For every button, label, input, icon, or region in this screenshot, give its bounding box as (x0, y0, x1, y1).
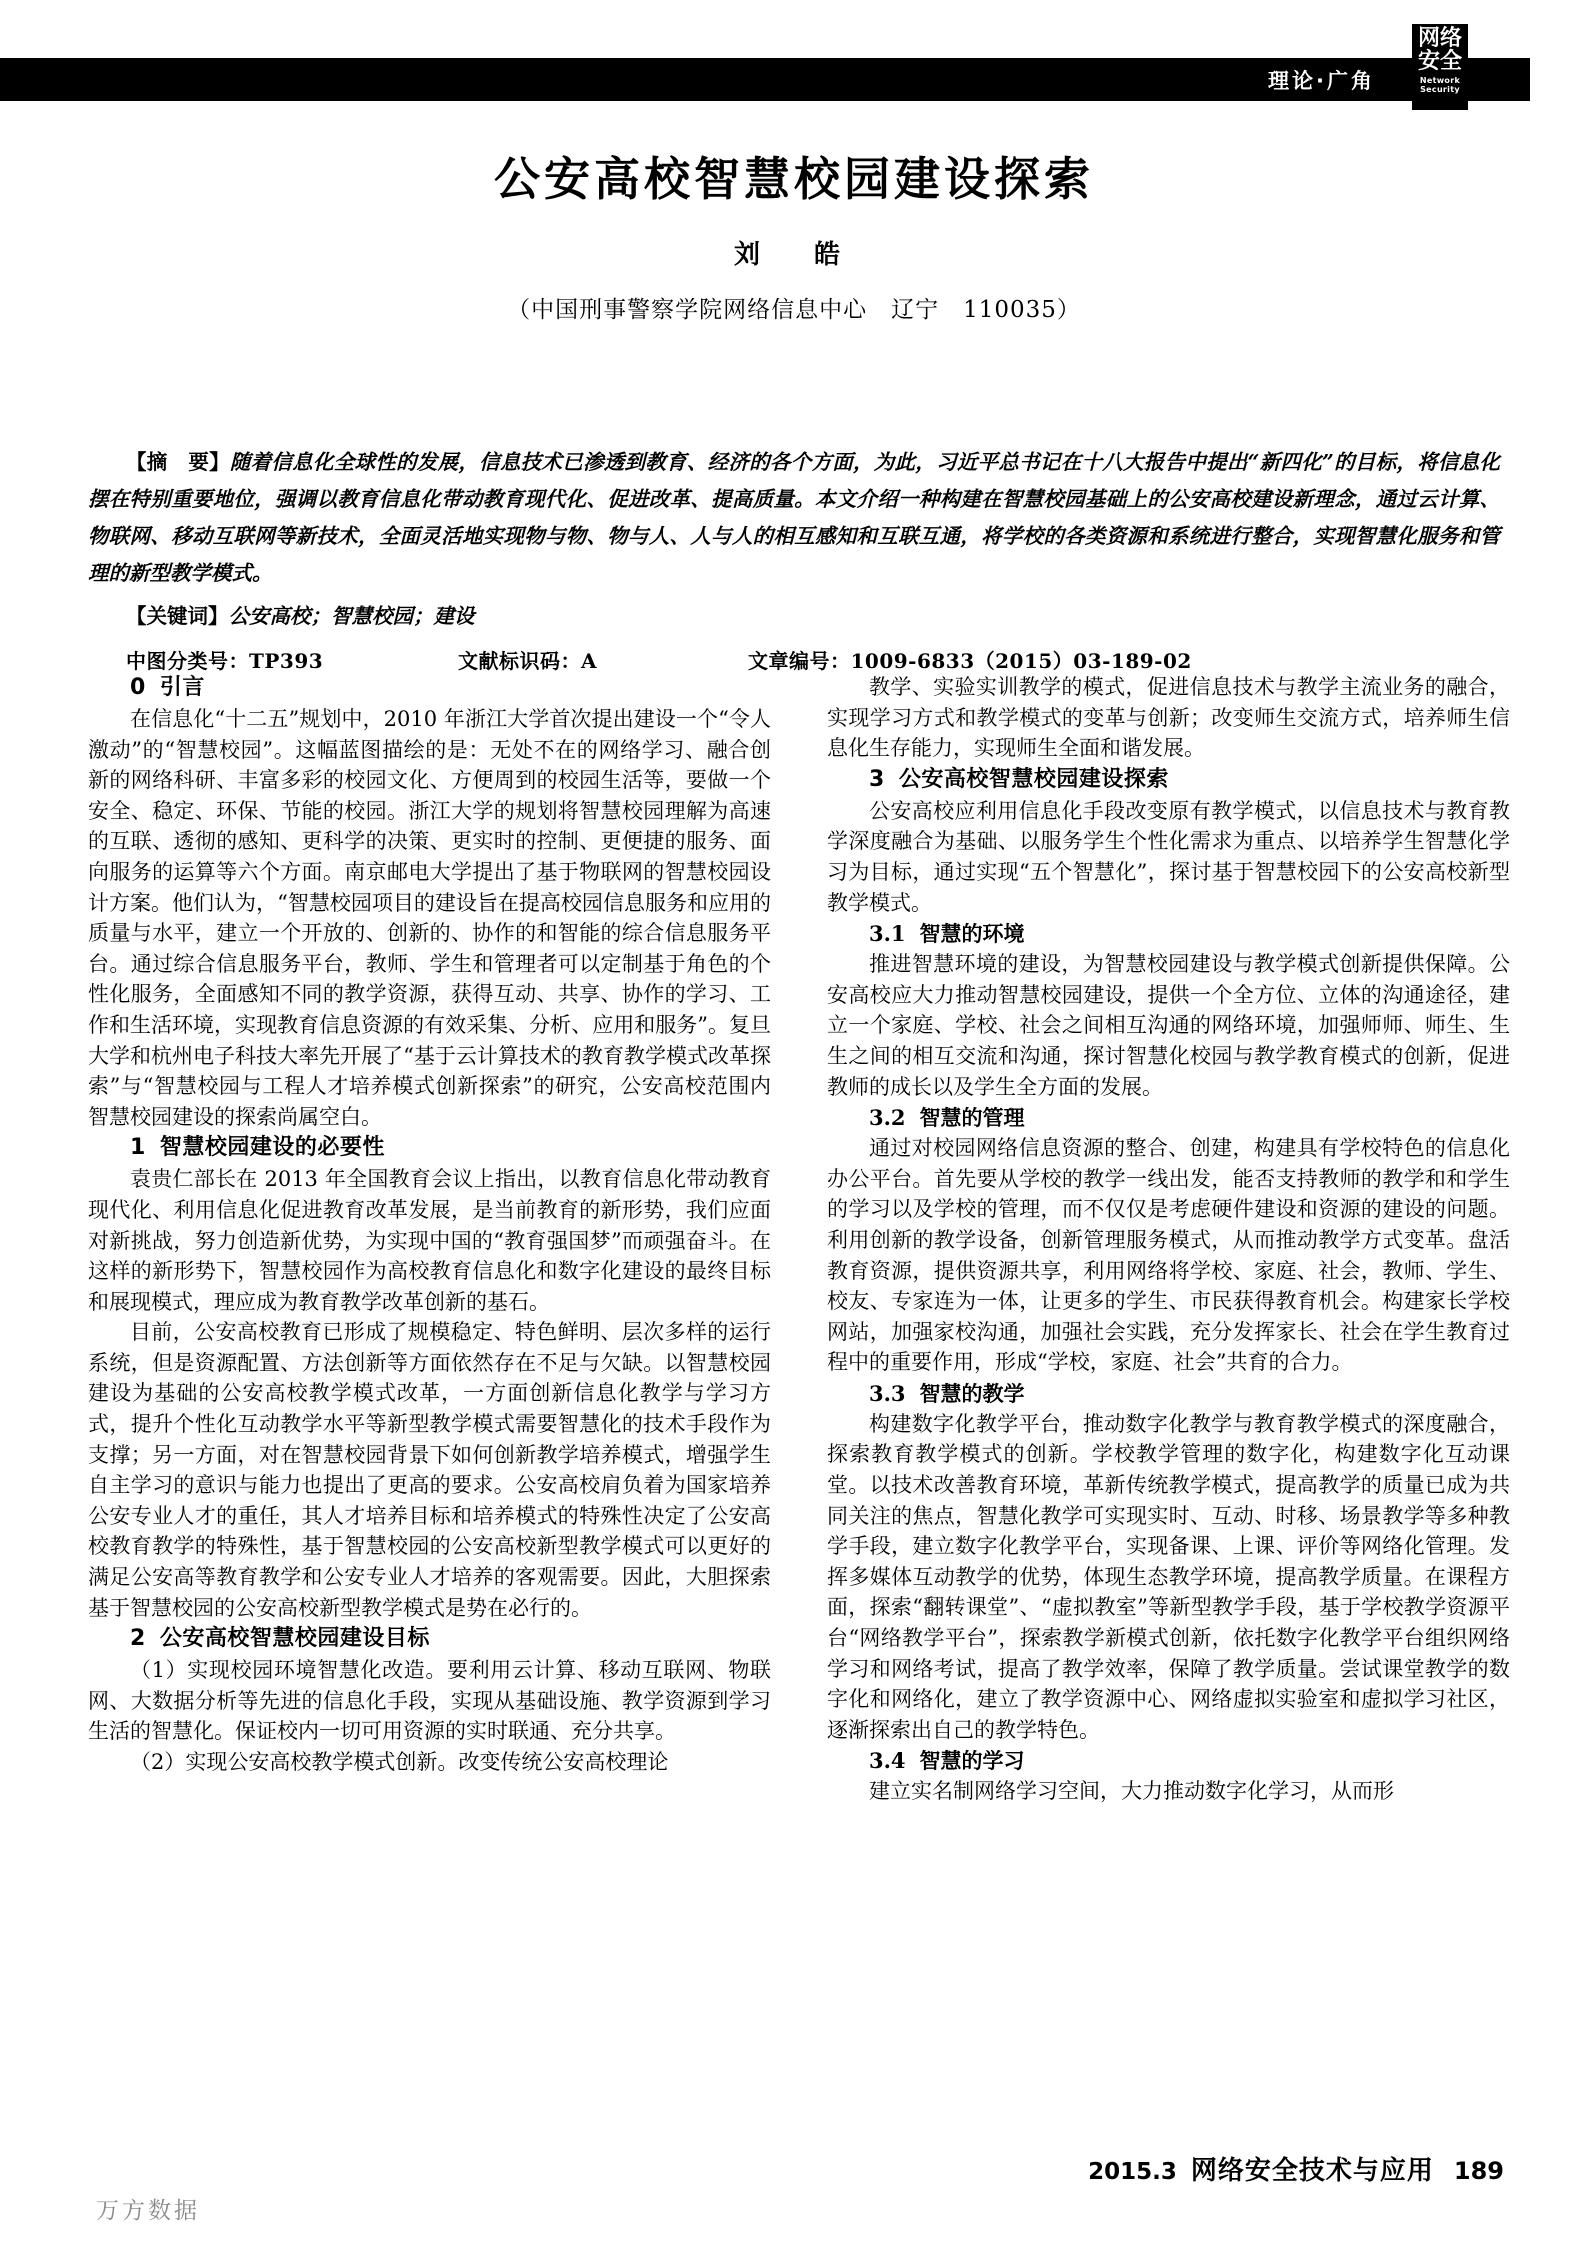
subsection-heading-3-4 (827, 1745, 1510, 1776)
journal-name-label: 网络安全技术与应用 (1190, 2156, 1434, 2186)
subsection-heading-3-1 (827, 918, 1510, 949)
paragraph: （2）实现公安高校教学模式创新。改变传统公安高校理论 (130, 1750, 669, 1774)
subsection-number-3-1: 3.1 (869, 921, 906, 947)
subsection-number-3-2: 3.2 (869, 1105, 906, 1131)
document-code-label: 文献标识码： (458, 649, 581, 673)
page-title: 公安高校智慧校园建设探索 (494, 152, 1094, 206)
section-title-1: 智慧校园建设的必要性 (159, 1135, 385, 1161)
paragraph: 推进智慧环境的建设，为智慧校园建设与教学模式创新提供保障。公安高校应大力推动智慧校园建设，提供一个全方位、立体的沟通途径，建立一个家庭、学校、社会之间相互沟通的网络环境，加强师师、师生、生生之间的相互交流和沟通，探讨智慧化校园与教学教育模式的创新，促进教师的成长以及学生全方面的发展。 (827, 952, 1510, 1099)
subsection-title-3-4: 智慧的学习 (919, 1748, 1025, 1774)
running-head-label: 理论·广角 (1268, 68, 1375, 93)
wanfang-watermark: 万方数据 (96, 2198, 200, 2224)
paragraph: 袁贵仁部长在 2013 年全国教育会议上指出，以教育信息化带动教育现代化、利用信息化促进教育改革发展，是当前教育的新形势，我们应面对新挑战，努力创造新优势，为实现中国的“教育强国梦”而顽强奋斗。在这样的新形势下，智慧校园作为高校教育信息化和数字化建设的最终目标和展现模式，理应成为教育教学改革创新的基石。 (88, 1167, 771, 1314)
keywords-text: 公安高校；智慧校园；建设 (228, 604, 475, 628)
page-header-bar (0, 58, 1530, 101)
abstract-text: 随着信息化全球性的发展，信息技术已渗透到教育、经济的各个方面，为此，习近平总书记在十八大报告中提出“新四化”的目标，将信息化摆在特别重要地位，强调以教育信息化带动教育现代化、促进改革、提高质量。本文介绍一种构建在智慧校园基础上的公安高校建设新理念，通过云计算、物联网、移动互联网等新技术，全面灵活地实现物与物、物与人、人与人的相互感知和互联互通，将学校的各类资源和系统进行整合，实现智慧化服务和管理的新型教学模式。 (88, 450, 1500, 585)
clc-value: TP393 (249, 649, 324, 673)
article-id-value: 1009-6833（2015）03-189-02 (850, 649, 1192, 673)
section-number-3: 3 (869, 766, 885, 792)
subsection-title-3-2: 智慧的管理 (919, 1105, 1025, 1131)
subsection-heading-3-2 (827, 1102, 1510, 1133)
page-number: 189 (1453, 2157, 1504, 2185)
article-id-label: 文章编号： (748, 649, 851, 673)
subsection-number-3-4: 3.4 (869, 1748, 906, 1774)
subsection-number-3-3: 3.3 (869, 1380, 906, 1406)
paragraph: 目前，公安高校教育已形成了规模稳定、特色鲜明、层次多样的运行系统，但是资源配置、方法创新等方面依然存在不足与欠缺。以智慧校园建设为基础的公安高校教学模式改革，一方面创新信息化教学与学习方式，提升个性化互动教学水平等新型教学模式需要智慧化的技术手段作为支撑；另一方面，对在智慧校园背景下如何创新教学培养模式，增强学生自主学习的意识与能力也提出了更高的要求。公安高校肩负着为国家培养公安专业人才的重任，其人才培养目标和培养模式的特殊性决定了公安高校教育教学的特殊性，基于智慧校园的公安高校新型教学模式可以更好的满足公安高等教育教学和公安专业人才培养的客观需要。因此，大胆探索基于智慧校园的公安高校新型教学模式是势在必行的。 (88, 1320, 771, 1620)
title-block (0, 150, 1588, 324)
abstract-label: 【摘 要】 (126, 450, 230, 474)
abstract-block (88, 444, 1500, 680)
section-heading-3 (827, 764, 1510, 796)
body-columns (88, 672, 1510, 2102)
journal-logo (1412, 24, 1468, 110)
section-heading-0 (88, 672, 771, 704)
paragraph: 在信息化“十二五”规划中，2010 年浙江大学首次提出建设一个“令人激动”的“智慧校园”。这幅蓝图描绘的是：无处不在的网络学习、融合创新的网络科研、丰富多彩的校园文化、方便周到的校园生活等，要做一个安全、稳定、环保、节能的校园。浙江大学的规划将智慧校园理解为高速的互联、透彻的感知、更科学的决策、更实时的控制、更便捷的服务、面向服务的运算等六个方面。南京邮电大学提出了基于物联网的智慧校园设计方案。他们认为，“智慧校园项目的建设旨在提高校园信息服务和应用的质量与水平，建立一个开放的、创新的、协作的和智能的综合信息服务平台。通过综合信息服务平台，教师、学生和管理者可以定制基于角色的个性化服务，全面感知不同的教学资源，获得互动、共享、协作的学习、工作和生活环境，实现教育信息资源的有效采集、分析、应用和服务”。复旦大学和杭州电子科技大率先开展了“基于云计算技术的教育教学模式改革探索”与“智慧校园与工程人才培养模式创新探索”的研究，公安高校范围内智慧校园建设的探索尚属空白。 (88, 707, 771, 1129)
section-number-1: 1 (130, 1135, 146, 1161)
paragraph: （1）实现校园环境智慧化改造。要利用云计算、移动互联网、物联网、大数据分析等先进的信息化手段，实现从基础设施、教学资源到学习生活的智慧化。保证校内一切可用资源的实时联通、充分共享。 (88, 1658, 771, 1744)
left-column (88, 672, 771, 2102)
document-code-value: A (581, 649, 598, 673)
section-number-2: 2 (130, 1626, 146, 1652)
journal-logo-en-text: Network Security (1419, 76, 1461, 94)
section-title-0: 引言 (159, 675, 205, 700)
paragraph: 通过对校园网络信息资源的整合、创建，构建具有学校特色的信息化办公平台。首先要从学校的教学一线出发，能否支持教师的教学和和学生的学习以及学校的管理，而不仅仅是考虑硬件建设和资源的建设的问题。利用创新的教学设备，创新管理服务模式，从而推动教学方式变革。盘活教育资源，提供资源共享，利用网络将学校、家庭、社会，教师、学生、校友、专家连为一体，让更多的学生、市民获得教育机会。构建家长学校网站，加强家校沟通，加强社会实践，充分发挥家长、社会在学生教育过程中的重要作用，形成“学校，家庭、社会”共育的合力。 (827, 1136, 1510, 1375)
author-affiliation: （中国刑事警察学院网络信息中心 辽宁 110035） (507, 297, 1081, 323)
section-heading-1 (88, 1132, 771, 1164)
issue-label: 2015.3 (1088, 2159, 1177, 2185)
section-title-3: 公安高校智慧校园建设探索 (898, 766, 1169, 792)
paragraph: 教学、实验实训教学的模式，促进信息技术与教学主流业务的融合，实现学习方式和教学模式的变革与创新；改变师生交流方式，培养师生信息化生存能力，实现师生全面和谐发展。 (827, 675, 1510, 761)
keywords-paragraph (88, 598, 1500, 635)
subsection-heading-3-3 (827, 1378, 1510, 1409)
subsection-title-3-1: 智慧的环境 (919, 921, 1025, 947)
footer-citation (1088, 2150, 1504, 2187)
clc-label: 中图分类号： (126, 649, 249, 673)
right-column (827, 672, 1510, 2102)
abstract-paragraph (88, 444, 1500, 592)
journal-logo-cn-text: 网络安全 (1417, 26, 1462, 74)
page-footer (0, 2150, 1588, 2224)
page-header-inner (0, 58, 1530, 101)
keywords-label: 【关键词】 (126, 604, 229, 628)
subsection-title-3-3: 智慧的教学 (919, 1380, 1025, 1406)
section-heading-2 (88, 1623, 771, 1655)
paragraph: 公安高校应利用信息化手段改变原有教学模式，以信息技术与教育教学深度融合为基础、以服务学生个性化需求为重点、以培养学生智慧化学习为目标，通过实现“五个智慧化”，探讨基于智慧校园下的公安高校新型教学模式。 (827, 798, 1510, 915)
author-name: 刘 皓 (733, 240, 854, 270)
paragraph: 建立实名制网络学习空间，大力推动数字化学习，从而形 (869, 1779, 1394, 1804)
section-title-2: 公安高校智慧校园建设目标 (159, 1626, 430, 1652)
paragraph: 构建数字化教学平台，推动数字化教学与教育教学模式的深度融合，探索教育教学模式的创新。学校教学管理的数字化，构建数字化互动课堂。以技术改善教育环境，革新传统教学模式，提高教学的质量已成为共同关注的焦点，智慧化教学可实现实时、互动、时移、场景教学等多种教学手段，建立数字化教学平台，实现备课、上课、评价等网络化管理。发挥多媒体互动教学的优势，体现生态教学环境，提高教学质量。在课程方面，探索“翻转课堂”、“虚拟教室”等新型教学手段，基于学校教学资源平台“网络教学平台”，探索教学新模式创新，依托数字化教学平台组织网络学习和网络考试，提高了教学效率，保障了教学质量。尝试课堂教学的数字化和网络化，建立了教学资源中心、网络虚拟实验室和虚拟学习社区，逐渐探索出自己的教学特色。 (827, 1411, 1510, 1742)
section-number-0: 0 (130, 675, 146, 700)
